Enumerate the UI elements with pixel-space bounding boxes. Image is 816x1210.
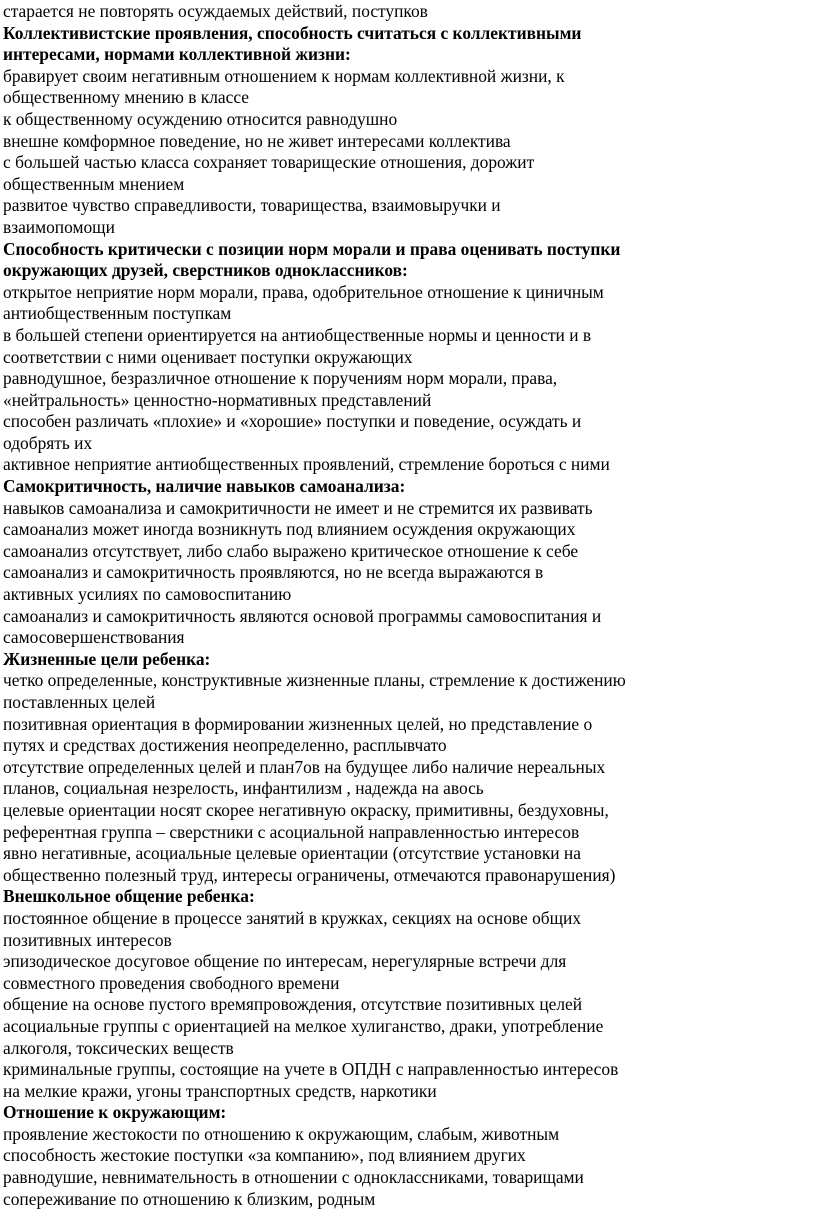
body-text-line: к общественному осуждению относится равнодушно (3, 108, 398, 129)
body-text-line: старается не повторять осуждаемых действий, поступков (3, 1, 428, 21)
section-heading-line: Жизненные цели ребенка: (3, 648, 211, 669)
body-text-line: алкоголя, токсических веществ (3, 1037, 234, 1058)
body-text-line: самоанализ и самокритичность проявляются, но не всегда выражаются в (3, 562, 544, 583)
body-text-line: с большей частью класса сохраняет товарищеские отношения, дорожит (3, 152, 535, 173)
body-text-line: способен различать «плохие» и «хорошие» поступки и поведение, осуждать и (3, 411, 582, 432)
section-heading-line: Самокритичность, наличие навыков самоанализа: (3, 476, 406, 497)
body-text-line: развитое чувство справедливости, товарищества, взаимовыручки и (3, 195, 501, 216)
section-heading-line: окружающих друзей, сверстников одноклассников: (3, 260, 408, 281)
body-text-line: в большей степени ориентируется на антиобщественные нормы и ценности и в (3, 324, 592, 345)
body-text-line: явно негативные, асоциальные целевые ориентации (отсутствие установки на (3, 843, 581, 864)
body-text-line: эпизодическое досуговое общение по интересам, нерегулярные встречи для (3, 951, 567, 972)
body-text-line: равнодушное, безразличное отношение к поручениям норм морали, права, (3, 368, 558, 389)
body-text-line: общественному мнению в классе (3, 87, 250, 108)
body-text-line: самосовершенствования (3, 627, 185, 648)
body-text-line: путях и средствах достижения неопределенно, расплывчато (3, 735, 447, 756)
body-text-line: общественным мнением (3, 173, 185, 194)
body-text-line: одобрять их (3, 432, 93, 453)
body-text-line: референтная группа – сверстники с асоциальной направленностью интересов (3, 821, 580, 842)
body-text-line: позитивная ориентация в формировании жизненных целей, но представление о (3, 713, 593, 734)
body-text-line: активное неприятие антиобщественных проявлений, стремление бороться с ними (3, 454, 610, 475)
body-text-line: соответствии с ними оценивает поступки окружающих (3, 346, 413, 367)
body-text-line: активных усилиях по самовоспитанию (3, 584, 292, 605)
body-text-line: сопереживание по отношению к близким, родным (3, 1188, 376, 1209)
body-text-line: на мелкие кражи, угоны транспортных средств, наркотики (3, 1080, 437, 1101)
body-text-line: совместного проведения свободного времени (3, 972, 340, 993)
body-text-line: самоанализ может иногда возникнуть под влиянием осуждения окружающих (3, 519, 576, 540)
body-text-line: поставленных целей (3, 692, 156, 712)
body-text-line: внешне комформное поведение, но не живет интересами коллектива (3, 130, 511, 151)
body-text-line: проявление жестокости по отношению к окружающим, слабым, животным (3, 1123, 560, 1144)
body-text-line: взаимопомощи (3, 216, 115, 237)
body-text-line: четко определенные, конструктивные жизненные планы, стремление к достижению (3, 670, 626, 691)
section-heading-line: Способность критически с позиции норм морали и права оценивать поступки (3, 238, 621, 259)
section-heading-line: Отношение к окружающим: (3, 1102, 227, 1123)
body-text-line: общение на основе пустого времяпровождения, отсутствие позитивных целей (3, 994, 583, 1015)
body-text-line: криминальные группы, состоящие на учете в ОПДН с направленностью интересов (3, 1059, 619, 1080)
body-text-line: самоанализ и самокритичность являются основой программы самовоспитания и (3, 605, 602, 626)
section-heading-line: интересами, нормами коллективной жизни: (3, 44, 351, 65)
body-text-line: постоянное общение в процессе занятий в кружках, секциях на основе общих (3, 907, 582, 928)
section-heading-line: Внешкольное общение ребенка: (3, 886, 255, 907)
body-text-line: бравирует своим негативным отношением к нормам коллективной жизни, к (3, 65, 565, 86)
section-heading-line: Коллективистские проявления, способность считаться с коллективными (3, 22, 582, 43)
body-text-line: «нейтральность» ценностно-нормативных представлений (3, 389, 432, 410)
body-text-line: самоанализ отсутствует, либо слабо выражено критическое отношение к себе (3, 540, 579, 561)
body-text-line: навыков самоанализа и самокритичности не имеет и не стремится их развивать (3, 497, 593, 518)
body-text-line: общественно полезный труд, интересы ограничены, отмечаются правонарушения) (3, 864, 616, 885)
body-text-line: позитивных интересов (3, 929, 172, 950)
body-text-line: антиобщественным поступкам (3, 303, 232, 324)
body-text-line: способность жестокие поступки «за компанию», под влиянием других (3, 1145, 526, 1166)
body-text-line: планов, социальная незрелость, инфантилизм , надежда на авось (3, 778, 484, 799)
body-text-line: отсутствие определенных целей и план7ов на будущее либо наличие нереальных (3, 756, 606, 777)
body-text-line: целевые ориентации носят скорее негативную окраску, примитивны, бездуховны, (3, 799, 609, 820)
body-text-line: равнодушие, невнимательность в отношении с одноклассниками, товарищами (3, 1167, 584, 1188)
body-text-line: открытое неприятие норм морали, права, одобрительное отношение к циничным (3, 281, 604, 302)
body-text-line: асоциальные группы с ориентацией на мелкое хулиганство, драки, употребление (3, 1015, 604, 1036)
